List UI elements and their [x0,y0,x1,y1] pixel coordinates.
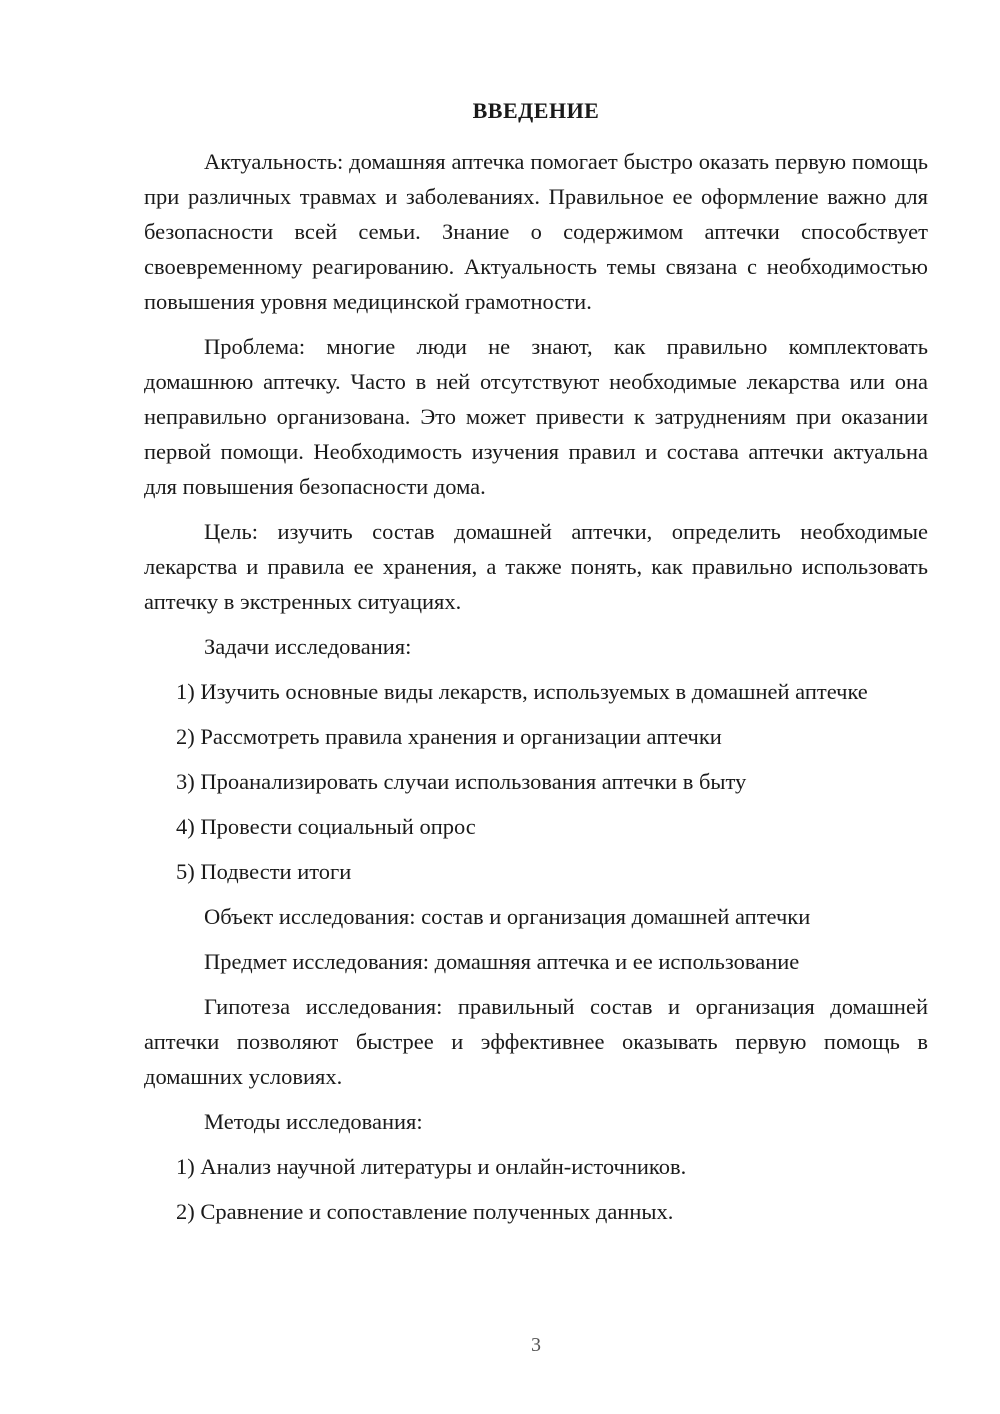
paragraph-hypothesis: Гипотеза исследования: правильный состав и организация домашней аптечки позволяют быстрее и эффективнее оказывать первую помощь в домашних условиях. [144,994,928,1089]
method-item-1: 1) Анализ научной литературы и онлайн-источников. [176,1154,687,1179]
methods-heading: Методы исследования: [204,1109,423,1134]
paragraph-subject: Предмет исследования: домашняя аптечка и ее использование [204,949,800,974]
task-item-3: 3) Проанализировать случаи использования аптечки в быту [176,769,747,794]
page-title: ВВЕДЕНИЕ [472,98,600,123]
paragraph-object: Объект исследования: состав и организация домашней аптечки [204,904,811,929]
document-page [144,0,928,1414]
page-number: 3 [531,1334,541,1356]
task-item-1: 1) Изучить основные виды лекарств, используемых в домашней аптечке [176,679,868,704]
paragraph-goal: Цель: изучить состав домашней аптечки, определить необходимые лекарства и правила ее хранения, а также понять, как правильно использовать аптечку в экстренных ситуациях. [144,519,928,614]
task-item-4: 4) Провести социальный опрос [176,814,476,839]
paragraph-relevance: Актуальность: домашняя аптечка помогает быстро оказать первую помощь при различных травмах и заболеваниях. Правильное ее оформление важно для безопасности всей семьи. Знание о содержимом аптечки способствует своевременному реагированию. Актуальность темы связана с необходимостью повышения уровня медицинской грамотности. [144,149,928,314]
task-item-5: 5) Подвести итоги [176,859,352,884]
method-item-2: 2) Сравнение и сопоставление полученных данных. [176,1199,674,1224]
paragraph-problem: Проблема: многие люди не знают, как правильно комплектовать домашнюю аптечку. Часто в ней отсутствуют необходимые лекарства или она неправильно организована. Это может привести к затруднениям при оказании первой помощи. Необходимость изучения правил и состава аптечки актуальна для повышения безопасности дома. [144,334,928,499]
tasks-heading: Задачи исследования: [204,634,412,659]
document-body [144,144,928,1239]
task-item-2: 2) Рассмотреть правила хранения и организации аптечки [176,724,722,749]
